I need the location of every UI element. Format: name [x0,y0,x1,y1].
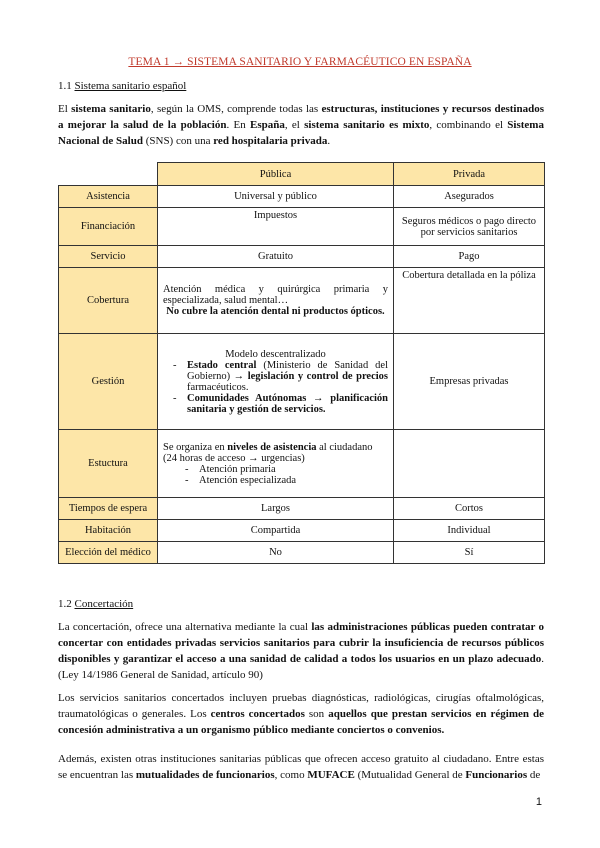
intro-paragraph: El sistema sanitario, según la OMS, comprende todas las estructuras, instituciones y recursos destinados a mejorar la salud de la población. En España, el sistema sanitario es mixto, combinando el Sistema Nacional de Salud (SNS) con una red hospitalaria privada. [58,103,544,147]
cell-publica: No [158,542,394,564]
row-label: Estuctura [59,430,158,498]
list-item: - Estado central (Ministerio de Sanidad del Gobierno) → legislación y control de precios farmacéuticos. [187,360,388,393]
page-number: 1 [535,796,542,808]
row-label: Habitación [59,520,158,542]
row-label: Gestión [59,334,158,430]
table-row [59,542,545,564]
gestion-list [163,360,388,415]
header-publica: Pública [158,163,394,186]
concertacion-paragraph-3: Además, existen otras instituciones sanitarias públicas que ofrecen acceso gratuito al ciudadano. Entre estas se encuentran las mutualidades de funcionarios, como MUFACE (Mutualidad General de Funcionarios de [58,753,544,781]
row-label: Elección del médico [59,542,158,564]
cell-publica: Se organiza en niveles de asistencia al ciudadano (24 horas de acceso → urgencias) - Atención primaria - Atención especializada [158,430,394,498]
row-label: Servicio [59,246,158,268]
table-corner [59,163,158,186]
table-row [59,246,545,268]
row-label: Financiación [59,208,158,246]
header-privada: Privada [394,163,545,186]
list-item: - Atención primaria [199,464,388,475]
table-row [59,498,545,520]
cell-publica: Universal y público [158,186,394,208]
table-row [59,430,545,498]
cell-privada: Individual [394,520,545,542]
table-row [59,186,545,208]
cell-privada: Cortos [394,498,545,520]
section-label: Concertación [74,598,134,610]
cell-privada: Empresas privadas [394,334,545,430]
section-label: Sistema sanitario español [74,80,187,92]
row-label: Asistencia [59,186,158,208]
cell-privada [394,430,545,498]
table-row [59,208,545,246]
cell-publica: Impuestos [158,208,394,246]
table-header-row [59,163,545,186]
section-number: 1.1 [58,80,72,92]
estructura-list [163,464,388,486]
cell-privada: Seguros médicos o pago directo por servicios sanitarios [394,208,545,246]
list-item: - Atención especializada [199,475,388,486]
table-row [59,334,545,430]
row-label: Cobertura [59,268,158,334]
cell-privada: Sí [394,542,545,564]
concertacion-paragraph-2: Los servicios sanitarios concertados incluyen pruebas diagnósticas, radiológicas, cirugías oftalmológicas, traumatológicas o generales. Los centros concertados son aquellos que prestan servicios en régimen de concesión administrativa a un organismo público mediante conciertos o convenios. [58,692,545,736]
cell-publica: Largos [158,498,394,520]
table-row [59,520,545,542]
section-heading-2 [58,598,133,610]
cell-publica: Modelo descentralizado - Estado central (Ministerio de Sanidad del Gobierno) → legislación y control de precios farmacéuticos. - Comunidades Autónomas → planificación sanitaria y gestión de servicios. [158,334,394,430]
section-heading-1 [58,80,186,92]
cell-publica: Gratuito [158,246,394,268]
cell-privada: Asegurados [394,186,545,208]
row-label: Tiempos de espera [59,498,158,520]
cell-publica: Compartida [158,520,394,542]
cell-privada: Cobertura detallada en la póliza [394,268,545,334]
cell-publica: Atención médica y quirúrgica primaria y especializada, salud mental… No cubre la atención dental ni productos ópticos. [158,268,394,334]
document-title: TEMA 1 → SISTEMA SANITARIO Y FARMACÉUTICO EN ESPAÑA [128,56,472,68]
list-item: - Comunidades Autónomas → planificación sanitaria y gestión de servicios. [187,393,388,415]
comparison-table [58,162,545,564]
concertacion-paragraph-1: La concertación, ofrece una alternativa mediante la cual las administraciones públicas pueden contratar o concertar con entidades privadas servicios sanitarios para cubrir la insuficiencia de recursos públicos disponibles y garantizar el acceso a una sanidad de calidad a todos los usuarios en un plazo adecuado. (Ley 14/1986 General de Sanidad, artículo 90) [58,621,544,681]
table-row [59,268,545,334]
section-number: 1.2 [58,598,72,610]
cell-privada: Pago [394,246,545,268]
